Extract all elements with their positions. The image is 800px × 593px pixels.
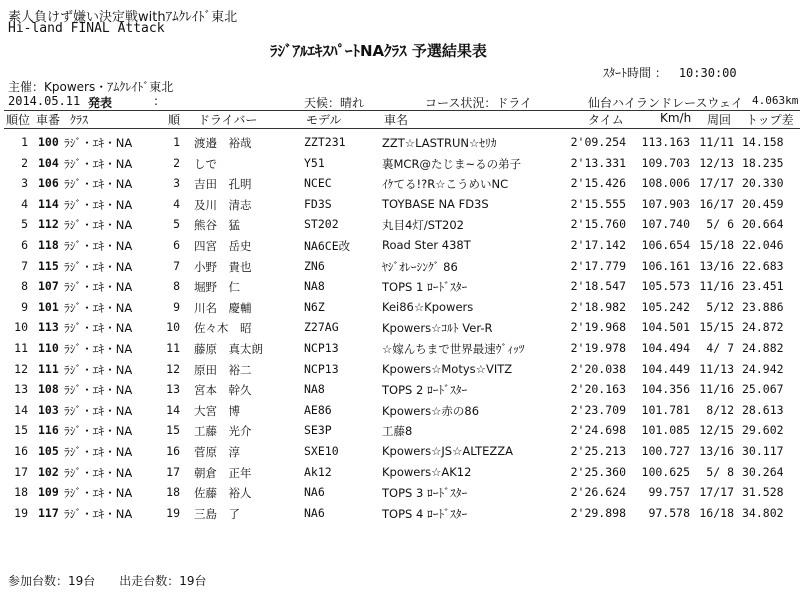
cell-driver-name: 佐々木 昭	[194, 321, 252, 336]
cell-laps: 11/16	[699, 382, 734, 397]
cell-lap-time: 2'25.360	[570, 464, 626, 479]
cell-car-number: 116	[38, 423, 59, 438]
cell-driver-name: 三島 了	[194, 506, 240, 521]
cell-driver-name: 原田 裕二	[194, 362, 252, 377]
cell-position: 8	[21, 279, 28, 294]
venue: 仙台ハイランドレースウェイ	[588, 96, 743, 110]
cell-car-name: TOPS 1 ﾛｰﾄﾞｽﾀｰ	[382, 280, 468, 295]
cell-model: Z27AG	[304, 320, 339, 335]
cell-speed-kmh: 106.654	[641, 237, 690, 252]
col-num: 車番	[36, 113, 61, 127]
cell-speed-kmh: 100.625	[641, 464, 690, 479]
cell-speed-kmh: 104.501	[641, 320, 690, 335]
cell-gap-to-top: 22.683	[742, 258, 784, 273]
cell-driver-name: 菅原 淳	[194, 444, 240, 459]
cell-speed-kmh: 106.161	[641, 258, 690, 273]
cell-laps: 16/18	[699, 505, 734, 520]
cell-driver-name: 藤原 真太朗	[194, 341, 263, 356]
cell-lap-time: 2'18.982	[570, 299, 626, 314]
cell-model: ST202	[304, 217, 339, 232]
cell-class: ﾗｼﾞ・ｴｷ・NA	[64, 259, 133, 274]
cell-car-name: Kpowers☆赤の86	[382, 403, 480, 418]
cell-laps: 15/15	[699, 320, 734, 335]
cell-gap-to-top: 24.882	[742, 340, 784, 355]
cell-order: 18	[166, 485, 180, 500]
table-row	[0, 276, 800, 297]
cell-position: 10	[14, 320, 28, 335]
table-row	[0, 503, 800, 524]
table-row	[0, 297, 800, 318]
cell-speed-kmh: 104.494	[641, 340, 690, 355]
cell-car-number: 103	[38, 402, 59, 417]
cell-car-number: 118	[38, 237, 59, 252]
cell-order: 2	[173, 155, 180, 170]
cell-class: ﾗｼﾞ・ｴｷ・NA	[64, 197, 133, 212]
cell-speed-kmh: 101.085	[641, 423, 690, 438]
cell-lap-time: 2'19.978	[570, 340, 626, 355]
col-pos: 順位	[6, 113, 31, 127]
table-row	[0, 173, 800, 194]
cell-laps: 16/17	[699, 196, 734, 211]
course-condition: コース状況：ドライ	[425, 96, 533, 110]
cell-class: ﾗｼﾞ・ｴｷ・NA	[64, 341, 133, 356]
cell-model: NA6	[304, 505, 325, 520]
cell-order: 19	[166, 505, 180, 520]
cell-lap-time: 2'20.163	[570, 382, 626, 397]
cell-car-number: 113	[38, 320, 59, 335]
cell-car-name: Kpowers☆Motys☆VITZ	[382, 361, 513, 376]
cell-car-number: 109	[38, 485, 59, 500]
table-row	[0, 420, 800, 441]
cell-speed-kmh: 104.449	[641, 361, 690, 376]
cell-car-name: 工藤8	[382, 424, 413, 439]
table-row	[0, 235, 800, 256]
cell-position: 6	[21, 237, 28, 252]
cell-speed-kmh: 101.781	[641, 402, 690, 417]
cell-lap-time: 2'24.698	[570, 423, 626, 438]
cell-order: 8	[173, 279, 180, 294]
col-laps: 周回	[707, 113, 732, 127]
organizer: 主催：Kpowers・ｱﾑｸﾚｲﾄﾞ東北	[8, 80, 174, 94]
cell-class: ﾗｼﾞ・ｴｷ・NA	[64, 403, 133, 418]
cell-model: NCP13	[304, 361, 339, 376]
col-kmh: Km/h	[660, 111, 692, 125]
event-subtitle: Hi-land FINAL Attack	[8, 21, 165, 36]
cell-gap-to-top: 29.602	[742, 423, 784, 438]
cell-car-number: 112	[38, 217, 59, 232]
cell-laps: 17/17	[699, 176, 734, 191]
cell-class: ﾗｼﾞ・ｴｷ・NA	[64, 280, 133, 295]
cell-lap-time: 2'26.624	[570, 485, 626, 500]
page-title: ﾗｼﾞｱﾙｴｷｽﾊﾟｰﾄNAｸﾗｽ 予選結果表	[270, 42, 487, 60]
cell-driver-name: 大宮 博	[194, 403, 240, 418]
starter-count: 出走台数：19台	[119, 574, 207, 588]
cell-driver-name: 堀野 仁	[194, 280, 240, 295]
table-header	[0, 111, 800, 127]
cell-gap-to-top: 24.872	[742, 320, 784, 335]
cell-class: ﾗｼﾞ・ｴｷ・NA	[64, 383, 133, 398]
entry-count: 参加台数：19台	[8, 574, 96, 588]
cell-driver-name: 朝倉 正年	[194, 465, 252, 480]
cell-order: 5	[173, 217, 180, 232]
table-row	[0, 400, 800, 421]
cell-laps: 13/16	[699, 258, 734, 273]
cell-car-name: TOPS 3 ﾛｰﾄﾞｽﾀｰ	[382, 486, 468, 501]
cell-car-number: 106	[38, 176, 59, 191]
cell-car-number: 107	[38, 279, 59, 294]
table-row	[0, 379, 800, 400]
start-time-block	[603, 64, 737, 81]
cell-model: NA8	[304, 279, 325, 294]
cell-model: NCEC	[304, 176, 332, 191]
cell-speed-kmh: 105.242	[641, 299, 690, 314]
col-class: ｸﾗｽ	[70, 113, 89, 127]
cell-car-name: 丸目4灯/ST202	[382, 218, 464, 233]
table-row	[0, 359, 800, 380]
table-row	[0, 194, 800, 215]
cell-laps: 15/18	[699, 237, 734, 252]
cell-class: ﾗｼﾞ・ｴｷ・NA	[64, 444, 133, 459]
cell-laps: 12/13	[699, 155, 734, 170]
cell-driver-name: 小野 貴也	[194, 259, 252, 274]
cell-position: 5	[21, 217, 28, 232]
event-name: 素人負けず嫌い決定戦withｱﾑｸﾚｲﾄﾞ東北	[8, 10, 238, 25]
cell-model: NCP13	[304, 340, 339, 355]
cell-gap-to-top: 28.613	[742, 402, 784, 417]
cell-lap-time: 2'15.555	[570, 196, 626, 211]
cell-lap-time: 2'19.968	[570, 320, 626, 335]
cell-car-number: 104	[38, 155, 59, 170]
table-row	[0, 482, 800, 503]
table-row	[0, 132, 800, 153]
cell-car-name: Kpowers☆JS☆ALTEZZA	[382, 443, 513, 458]
cell-order: 12	[166, 361, 180, 376]
cell-laps: 5/ 6	[706, 217, 734, 232]
col-gap: トップ差	[746, 113, 794, 127]
cell-model: Y51	[304, 155, 325, 170]
cell-lap-time: 2'17.779	[570, 258, 626, 273]
table-row	[0, 214, 800, 235]
cell-car-name: Kei86☆Kpowers	[382, 299, 474, 314]
cell-car-name: ﾔｼﾞｵﾚｰｼﾝｸﾞ 86	[382, 259, 458, 274]
cell-driver-name: しで	[194, 156, 217, 171]
cell-model: NA6	[304, 485, 325, 500]
cell-speed-kmh: 99.757	[648, 485, 690, 500]
cell-car-number: 111	[38, 361, 59, 376]
cell-class: ﾗｼﾞ・ｴｷ・NA	[64, 486, 133, 501]
cell-car-number: 108	[38, 382, 59, 397]
start-time-value: 10:30:00	[678, 66, 737, 80]
cell-speed-kmh: 100.727	[641, 443, 690, 458]
cell-car-number: 114	[38, 196, 59, 211]
cell-position: 12	[14, 361, 28, 376]
cell-order: 13	[166, 382, 180, 397]
cell-class: ﾗｼﾞ・ｴｷ・NA	[64, 177, 133, 192]
cell-lap-time: 2'25.213	[570, 443, 626, 458]
col-model: モデル	[306, 113, 342, 127]
info-row	[0, 94, 800, 110]
cell-laps: 11/16	[699, 279, 734, 294]
cell-gap-to-top: 20.459	[742, 196, 784, 211]
cell-model: AE86	[304, 402, 332, 417]
cell-driver-name: 熊谷 猛	[194, 218, 240, 233]
cell-car-name: ZZT☆LASTRUN☆ｾﾘｶ	[382, 136, 497, 150]
cell-car-name: TOPS 2 ﾛｰﾄﾞｽﾀｰ	[382, 383, 468, 398]
cell-laps: 11/13	[699, 361, 734, 376]
cell-lap-time: 2'15.426	[570, 176, 626, 191]
cell-model: N6Z	[304, 299, 325, 314]
cell-lap-time: 2'18.547	[570, 279, 626, 294]
cell-position: 18	[14, 485, 28, 500]
cell-gap-to-top: 34.802	[742, 505, 784, 520]
cell-class: ﾗｼﾞ・ｴｷ・NA	[64, 465, 133, 480]
cell-order: 15	[166, 423, 180, 438]
cell-speed-kmh: 109.703	[641, 155, 690, 170]
cell-car-name: TOPS 4 ﾛｰﾄﾞｽﾀｰ	[382, 506, 468, 521]
cell-gap-to-top: 22.046	[742, 237, 784, 252]
table-row	[0, 153, 800, 174]
cell-lap-time: 2'17.142	[570, 237, 626, 252]
cell-car-number: 101	[38, 299, 59, 314]
cell-position: 2	[21, 155, 28, 170]
cell-class: ﾗｼﾞ・ｴｷ・NA	[64, 506, 133, 521]
cell-car-number: 115	[38, 258, 59, 273]
cell-driver-name: 及川 清志	[194, 197, 252, 212]
cell-position: 11	[14, 340, 28, 355]
cell-car-name: ☆嫁んちまで世界最速ｳﾞｨｯﾂ	[382, 341, 525, 356]
cell-model: SXE10	[304, 443, 339, 458]
cell-laps: 8/12	[706, 402, 734, 417]
cell-car-name: Kpowers☆ｺﾙﾄ Ver-R	[382, 321, 493, 336]
cell-gap-to-top: 18.235	[742, 155, 784, 170]
col-time: タイム	[588, 113, 624, 127]
cell-car-name: ｲｹてる!?R☆こうめいNC	[382, 177, 509, 192]
cell-driver-name: 工藤 光介	[194, 424, 252, 439]
cell-speed-kmh: 107.903	[641, 196, 690, 211]
cell-laps: 5/12	[706, 299, 734, 314]
cell-model: NA8	[304, 382, 325, 397]
cell-laps: 11/11	[699, 135, 734, 149]
weather: 天候：晴れ	[304, 96, 365, 110]
cell-order: 7	[173, 258, 180, 273]
cell-model: Ak12	[304, 464, 332, 479]
results-table	[0, 132, 800, 523]
cell-order: 4	[173, 196, 180, 211]
cell-order: 14	[166, 402, 180, 417]
cell-model: NA6CE改	[304, 238, 351, 253]
cell-driver-name: 渡邉 裕哉	[194, 136, 252, 150]
col-driver: ドライバー	[198, 113, 258, 127]
cell-order: 3	[173, 176, 180, 191]
cell-laps: 17/17	[699, 485, 734, 500]
cell-lap-time: 2'23.709	[570, 402, 626, 417]
cell-car-number: 117	[38, 505, 59, 520]
cell-class: ﾗｼﾞ・ｴｷ・NA	[64, 300, 133, 315]
cell-driver-name: 佐藤 裕人	[194, 486, 252, 501]
table-row	[0, 317, 800, 338]
col-order: 順	[168, 113, 181, 127]
cell-laps: 13/16	[699, 443, 734, 458]
course-length: 4.063km	[752, 94, 799, 107]
cell-position: 13	[14, 382, 28, 397]
cell-lap-time: 2'20.038	[570, 361, 626, 376]
cell-gap-to-top: 25.067	[742, 382, 784, 397]
cell-position: 4	[21, 196, 28, 211]
cell-class: ﾗｼﾞ・ｴｷ・NA	[64, 136, 133, 150]
cell-speed-kmh: 97.578	[648, 505, 690, 520]
announce-label: 発表	[88, 96, 113, 110]
cell-driver-name: 四宮 岳史	[194, 238, 252, 253]
cell-car-name: TOYBASE NA FD3S	[382, 196, 489, 211]
cell-class: ﾗｼﾞ・ｴｷ・NA	[64, 424, 133, 439]
cell-laps: 4/ 7	[706, 340, 734, 355]
table-row	[0, 441, 800, 462]
cell-gap-to-top: 20.664	[742, 217, 784, 232]
cell-driver-name: 川名 慶輔	[194, 300, 252, 315]
divider-header	[4, 128, 800, 129]
cell-order: 6	[173, 237, 180, 252]
cell-position: 16	[14, 443, 28, 458]
cell-laps: 5/ 8	[706, 464, 734, 479]
announce-colon: :	[154, 94, 159, 108]
cell-speed-kmh: 113.163	[641, 135, 690, 149]
cell-speed-kmh: 108.006	[641, 176, 690, 191]
cell-laps: 12/15	[699, 423, 734, 438]
date: 2014.05.11	[8, 94, 81, 108]
cell-order: 1	[173, 135, 180, 149]
cell-gap-to-top: 14.158	[742, 135, 784, 149]
cell-car-number: 102	[38, 464, 59, 479]
cell-position: 7	[21, 258, 28, 273]
table-row	[0, 256, 800, 277]
cell-model: ZZT231	[304, 135, 346, 149]
table-row	[0, 462, 800, 483]
cell-gap-to-top: 23.451	[742, 279, 784, 294]
cell-lap-time: 2'13.331	[570, 155, 626, 170]
cell-car-name: Road Ster 438T	[382, 237, 471, 252]
cell-car-number: 110	[38, 340, 59, 355]
cell-order: 16	[166, 443, 180, 458]
cell-order: 9	[173, 299, 180, 314]
cell-position: 19	[14, 505, 28, 520]
cell-position: 3	[21, 176, 28, 191]
cell-class: ﾗｼﾞ・ｴｷ・NA	[64, 362, 133, 377]
cell-class: ﾗｼﾞ・ｴｷ・NA	[64, 321, 133, 336]
footer-counts	[8, 572, 207, 589]
cell-position: 1	[21, 135, 28, 149]
cell-gap-to-top: 30.117	[742, 443, 784, 458]
cell-speed-kmh: 104.356	[641, 382, 690, 397]
cell-gap-to-top: 31.528	[742, 485, 784, 500]
cell-class: ﾗｼﾞ・ｴｷ・NA	[64, 156, 133, 171]
cell-order: 17	[166, 464, 180, 479]
cell-lap-time: 2'29.898	[570, 505, 626, 520]
cell-class: ﾗｼﾞ・ｴｷ・NA	[64, 218, 133, 233]
cell-gap-to-top: 24.942	[742, 361, 784, 376]
cell-driver-name: 宮本 幹久	[194, 383, 252, 398]
cell-position: 9	[21, 299, 28, 314]
cell-model: SE3P	[304, 423, 332, 438]
cell-speed-kmh: 105.573	[641, 279, 690, 294]
cell-order: 10	[166, 320, 180, 335]
cell-gap-to-top: 30.264	[742, 464, 784, 479]
cell-car-number: 105	[38, 443, 59, 458]
cell-model: FD3S	[304, 196, 332, 211]
cell-model: ZN6	[304, 258, 325, 273]
cell-position: 17	[14, 464, 28, 479]
cell-lap-time: 2'15.760	[570, 217, 626, 232]
col-car: 車名	[384, 113, 409, 127]
cell-car-name: 裏MCR@たじま~るの弟子	[382, 156, 522, 171]
cell-gap-to-top: 20.330	[742, 176, 784, 191]
cell-driver-name: 吉田 孔明	[194, 177, 252, 192]
cell-car-name: Kpowers☆AK12	[382, 464, 472, 479]
cell-order: 11	[166, 340, 180, 355]
cell-gap-to-top: 23.886	[742, 299, 784, 314]
cell-lap-time: 2'09.254	[570, 135, 626, 149]
start-time-label: ｽﾀｰﾄ時間 ：	[603, 66, 667, 80]
cell-car-number: 100	[38, 135, 59, 149]
cell-position: 14	[14, 402, 28, 417]
cell-class: ﾗｼﾞ・ｴｷ・NA	[64, 238, 133, 253]
table-row	[0, 338, 800, 359]
cell-position: 15	[14, 423, 28, 438]
cell-speed-kmh: 107.740	[641, 217, 690, 232]
